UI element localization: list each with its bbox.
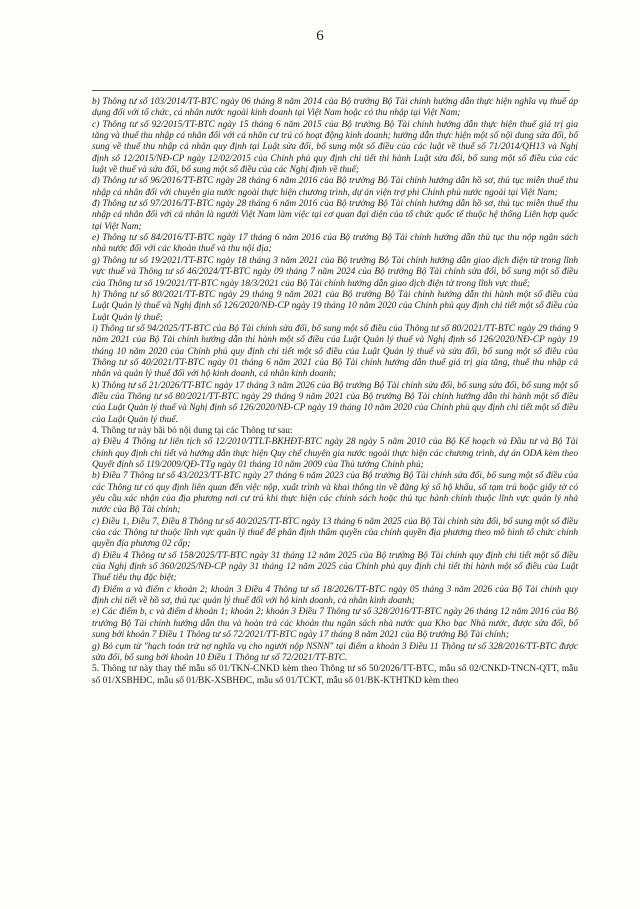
document-paragraph: a) Điều 4 Thông tư liên tịch số 12/2010/TTLT-BKHĐT-BTC ngày 28 ngày 5 năm 2010 của Bộ Kế hoạch và Đầu tư và Bộ Tài chính quy định chi tiết và hướng dẫn thực hiện Quy chế chuyên gia nước ngoài thực hiện các chương trình, dự án ODA kèm theo Quyết định số 119/2009/QĐ-TTg ngày 01 tháng 10 năm 2009 của Thủ tướng Chính phủ;	[92, 437, 578, 470]
document-paragraph: e) Các điểm b, c và điểm d khoản 1; khoản 2; khoản 3 Điều 7 Thông tư số 328/2016/TT-BTC ngày 26 tháng 12 năm 2016 của Bộ trưởng Bộ Tài chính hướng dẫn thu và hoàn trả các khoản thu ngân sách nhà nước qua Kho bạc Nhà nước, được sửa đổi, bổ sung bởi khoản 7 Điều 1 Thông tư số 72/2021/TT-BTC ngày 17 tháng 8 năm 2021 của Bộ trưởng Bộ Tài chính;	[92, 607, 578, 641]
document-paragraph: d) Thông tư số 96/2016/TT-BTC ngày 28 tháng 6 năm 2016 của Bộ trưởng Bộ Tài chính hướng dẫn hồ sơ, thủ tục miễn thuế thu nhập cá nhân đối với chuyên gia nước ngoài thực hiện chương trình, dự án viện trợ phi Chính phủ nước ngoài tại Việt Nam;	[92, 176, 578, 198]
document-paragraph: e) Thông tư số 84/2016/TT-BTC ngày 17 tháng 6 năm 2016 của Bộ trưởng Bộ Tài chính hướng dẫn thủ tục thu nộp ngân sách nhà nước đối với các khoản thuế và thu nội địa;	[92, 233, 578, 255]
document-paragraph: b) Điều 7 Thông tư số 43/2023/TT-BTC ngày 27 tháng 6 năm 2023 của Bộ trưởng Bộ Tài chính sửa đổi, bổ sung một số điều của các Thông tư có quy định liên quan đến việc nộp, xuất trình và khai thông tin về đăng ký sổ hộ khẩu, sổ tạm trú hoặc giấy tờ có yêu cầu xác nhận của địa phương nơi cư trú khi thực hiện các chính sách hoặc thủ tục hành chính thuộc lĩnh vực quản lý nhà nước của Bộ Tài chính;	[92, 471, 578, 516]
document-paragraph: h) Thông tư số 80/2021/TT-BTC ngày 29 tháng 9 năm 2021 của Bộ trưởng Bộ Tài chính hướng dẫn thi hành một số điều của Luật Quản lý thuế và Nghị định số 126/2020/NĐ-CP ngày 19 tháng 10 năm 2020 của Chính phủ quy định chi tiết một số điều của Luật Quản lý thuế;	[92, 289, 578, 323]
document-body	[92, 97, 578, 687]
document-paragraph: d) Điều 4 Thông tư số 158/2025/TT-BTC ngày 31 tháng 12 năm 2025 của Bộ trưởng Bộ Tài chính quy định chi tiết một số điều của Nghị định số 360/2025/NĐ-CP ngày 31 tháng 12 năm 2025 của Chính phủ quy định chi tiết thi hành một số điều của Luật Thuế tiêu thụ đặc biệt;	[92, 550, 578, 584]
document-paragraph: g) Thông tư số 19/2021/TT-BTC ngày 18 tháng 3 năm 2021 của Bộ trưởng Bộ Tài chính hướng dẫn giao dịch điện tử trong lĩnh vực thuế và Thông tư số 46/2024/TT-BTC ngày 09 tháng 7 năm 2024 của Bộ trưởng Bộ Tài chính sửa đổi, bổ sung một số điều của Thông tư số 19/2021/TT-BTC ngày 18/3/2021 của Bộ Tài chính hướng dẫn giao dịch điện tử trong lĩnh vực thuế;	[92, 255, 578, 289]
document-paragraph: 4. Thông tư này bãi bỏ nội dung tại các Thông tư sau:	[92, 425, 293, 436]
document-paragraph: g) Bỏ cụm từ "hạch toán trừ nợ nghĩa vụ cho người nộp NSNN" tại điểm a khoản 3 Điều 11 Thông tư số 328/2016/TT-BTC được sửa đổi, bổ sung bởi khoản 10 Điều 1 Thông tư số 72/2021/TT-BTC.	[92, 641, 578, 663]
document-paragraph: b) Thông tư số 103/2014/TT-BTC ngày 06 tháng 8 năm 2014 của Bộ trưởng Bộ Tài chính hướng dẫn thực hiện nghĩa vụ thuế áp dụng đối với tổ chức, cá nhân nước ngoài kinh doanh tại Việt Nam hoặc có thu nhập tại Việt Nam;	[92, 97, 578, 119]
page-number: 6	[316, 28, 324, 44]
document-paragraph: c) Thông tư số 92/2015/TT-BTC ngày 15 tháng 6 năm 2015 của Bộ trưởng Bộ Tài chính hướng dẫn thực hiện thuế giá trị gia tăng và thuế thu nhập cá nhân đối với cá nhân cư trú có hoạt động kinh doanh; hướng dẫn thực hiện một số nội dung sửa đổi, bổ sung về thuế thu nhập cá nhân quy định tại Luật sửa đổi, bổ sung một số điều của các luật về thuế số 71/2014/QH13 và Nghị định số 12/2015/NĐ-CP ngày 12/02/2015 của Chính phủ quy định chi tiết thi hành Luật sửa đổi, bổ sung một số điều của các luật về thuế và sửa đổi, bổ sung một số điều của các Nghị định về thuế;	[92, 119, 578, 176]
document-paragraph: đ) Thông tư số 97/2016/TT-BTC ngày 28 tháng 6 năm 2016 của Bộ trưởng Bộ Tài chính hướng dẫn hồ sơ, thủ tục miễn thuế thu nhập cá nhân đối với cá nhân là người Việt Nam làm việc tại cơ quan đại diện của tổ chức quốc tế thuộc hệ thống Liên hợp quốc tại Việt Nam;	[92, 199, 578, 232]
document-paragraph: đ) Điểm a và điểm c khoản 2; khoản 3 Điều 4 Thông tư số 18/2026/TT-BTC ngày 05 tháng 3 năm 2026 của Bộ Tài chính quy định chi tiết về hồ sơ, thủ tục quản lý thuế đối với hộ kinh doanh, cá nhân kinh doanh;	[92, 584, 578, 607]
document-paragraph: k) Thông tư số 21/2026/TT-BTC ngày 17 tháng 3 năm 2026 của Bộ trưởng Bộ Tài chính sửa đổi, bổ sung sửa đổi, bổ sung một số điều của Thông tư số 80/2021/TT-BTC ngày 29 tháng 9 năm 2021 của Bộ trưởng Bộ Tài chính hướng dẫn thi hành một số điều của Luật Quản lý thuế và Nghị định số 126/2020/NĐ-CP ngày 19 tháng 10 năm 2020 của Chính phủ quy định chi tiết một số điều của Luật Quản lý thuế.	[92, 380, 578, 425]
document-paragraph: i) Thông tư số 94/2025/TT-BTC của Bộ Tài chính sửa đổi, bổ sung một số điều của Thông tư số 80/2021/TT-BTC ngày 29 tháng 9 năm 2021 của Bộ Tài chính hướng dẫn thi hành một số điều của Luật Quản lý thuế và Nghị định số 126/2020/NĐ-CP ngày 19 tháng 10 năm 2020 của Chính phủ quy định chi tiết một số điều của Luật Quản lý thuế và sửa đổi, bổ sung một số điều của Thông tư số 40/2021/TT-BTC ngày 01 tháng 6 năm 2021 của Bộ Tài chính hướng dẫn thuế giá trị gia tăng, thuế thu nhập cá nhân và quản lý thuế đối với hộ kinh doanh, cá nhân kinh doanh;	[92, 323, 578, 380]
document-paragraph: 5. Thông tư này thay thế mẫu số 01/TKN-CNKD kèm theo Thông tư số 50/2026/TT-BTC, mẫu số 02/CNKD-TNCN-QTT, mẫu số 01/XSBHĐC, mẫu số 01/BK-XSBHĐC, mẫu số 01/TCKT, mẫu số 01/BK-KTHTKD kèm theo	[92, 664, 578, 686]
document-paragraph: c) Điều 1, Điều 7, Điều 8 Thông tư số 40/2025/TT-BTC ngày 13 tháng 6 năm 2025 của Bộ Tài chính sửa đổi, bổ sung một số điều của các Thông tư thuộc lĩnh vực quản lý thuế để phân định thẩm quyền của chính quyền địa phương theo mô hình tổ chức chính quyền địa phương 02 cấp;	[92, 516, 578, 550]
header-divider	[92, 90, 570, 91]
